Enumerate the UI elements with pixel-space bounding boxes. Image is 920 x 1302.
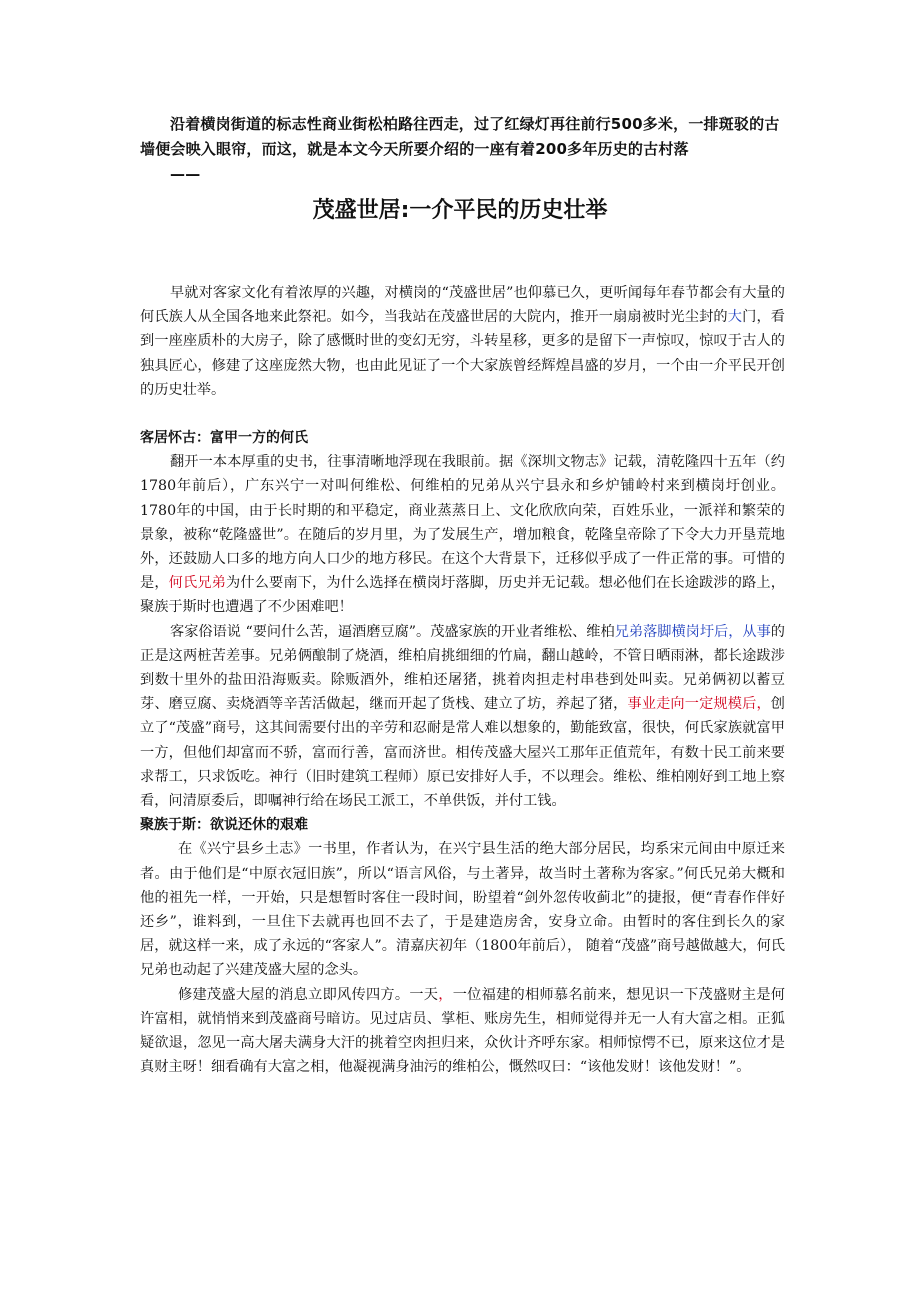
section2-paragraph-1: 在《兴宁县乡土志》一书里，作者认为，在兴宁县生活的绝大部分居民，均系宋元间由中原迁来者。由于他们是“中原衣冠旧族”，所以“语言风俗，与土著异，故当时土著称为客家。”何氏兄弟大概和他的祖先一样，一开始，只是想暂时客住一段时间，盼望着“剑外忽传收蓟北”的捷报，便“青春作伴好还乡”，谁料到，一旦住下去就再也回不去了，于是建造房舍，安身立命。由暂时的客住到长久的家居，就这样一来，成了永远的“客家人”。清嘉庆初年（1800年前后）， 随着“茂盛”商号越做越大，何氏兄弟也动起了兴建茂盛大屋的念头。 <box>140 841 785 979</box>
highlight-red-comma: ， <box>438 986 453 1003</box>
section2-paragraph-2: 修建茂盛大屋的消息立即风传四方。一天，一位福建的相师慕名前来，想见识一下茂盛财主是何许富相，就悄悄来到茂盛商号暗访。见过店员、掌柜、账房先生，相师觉得并无一人有大富之相。正狐疑欲退，忽见一高大屠夫满身大汗的挑着空肉担归来，众伙计齐呼东家。相师惊愕不已，原来这位才是真财主呀！细看确有大富之相，他凝视满身油污的维柏公，慨然叹曰：“该他发财！该他发财！”。 <box>140 986 785 1076</box>
section1-paragraph-2: 客家俗语说 “要问什么苦，逼酒磨豆腐”。茂盛家族的开业者维松、维柏兄弟落脚横岗圩后，从事的正是这两桩苦差事。兄弟俩酿制了烧酒，维柏肩挑细细的竹扁，翻山越岭，不管日晒雨淋，都长途跋涉到数十里外的盐田沿海贩卖。除贩酒外，维柏还屠猪，挑着肉担走村串巷到处叫卖。兄弟俩初以蓄豆芽、磨豆腐、卖烧酒等辛苦活做起，继而开起了货栈、建立了坊，养起了猪，事业走向一定规模后，创立了“茂盛”商号，这其间需要付出的辛劳和忍耐是常人难以想象的，勤能致富，很快，何氏家族就富甲一方，但他们却富而不骄，富而行善，富而济世。相传茂盛大屋兴工那年正值荒年，有数十民工前来要求帮工，只求饭吃。神行（旧时建筑工程师）原已安排好人手，不以理会。维松、维柏刚好到工地上察看，问清原委后，即嘱神行给在场民工派工，不单供饭，并付工钱。 <box>140 623 785 810</box>
lead-dash: —— <box>170 165 201 183</box>
intro-paragraph: 早就对客家文化有着浓厚的兴趣，对横岗的“茂盛世居”也仰慕已久，更听闻每年春节都会有大量的何氏族人从全国各地来此祭祀。如今，当我站在茂盛世居的大院内，推开一扇扇被时光尘封的大门，看到一座座质朴的大房子，除了感慨时世的变幻无穷，斗转星移，更多的是留下一声惊叹，惊叹于古人的独具匠心，修建了这座庞然大物，也由此见证了一个大家族曾经辉煌昌盛的岁月，一个由一介平民开创的历史壮举。 <box>140 285 785 398</box>
intro-link[interactable]: 大 <box>727 309 743 326</box>
section2-heading: 聚族于斯：欲说还休的艰难 <box>140 817 308 834</box>
article-body <box>140 281 785 1080</box>
lead-text: 沿着横岗街道的标志性商业街松柏路往西走，过了红绿灯再往前行500多米，一排斑驳的古墙便会映入眼帘，而这，就是本文今天所要介绍的一座有着200多年历史的古村落 <box>140 115 780 158</box>
highlight-blue-1[interactable]: 兄弟落脚横岗圩后，从事 <box>614 623 771 640</box>
highlight-red-2: 事业走向一定规模后， <box>627 696 771 713</box>
article-title: 茂盛世居:一介平民的历史壮举 <box>312 198 608 223</box>
section1-heading: 客居怀古：富甲一方的何氏 <box>140 430 308 447</box>
section1-paragraph-1: 翻开一本本厚重的史书，往事清晰地浮现在我眼前。据《深圳文物志》记载，清乾隆四十五年（约1780年前后），广东兴宁一对叫何维松、何维柏的兄弟从兴宁县永和乡炉铺岭村来到横岗圩创业。1780年的中国，由于长时期的和平稳定，商业蒸蒸日上、文化欣欣向荣，百姓乐业，一派祥和繁荣的景象，被称“乾隆盛世”。在随后的岁月里，为了发展生产，增加粮食，乾隆皇帝除了下令大力开垦荒地外，还鼓励人口多的地方向人口少的地方移民。在这个大背景下，迁移似乎成了一件正常的事。可惜的是，何氏兄弟为什么要南下，为什么选择在横岗圩落脚，历史并无记载。想必他们在长途跋涉的路上，聚族于斯时也遭遇了不少困难吧！ <box>140 454 785 616</box>
highlight-red-1: 何氏兄弟 <box>168 575 227 592</box>
lead-paragraph <box>140 112 790 187</box>
